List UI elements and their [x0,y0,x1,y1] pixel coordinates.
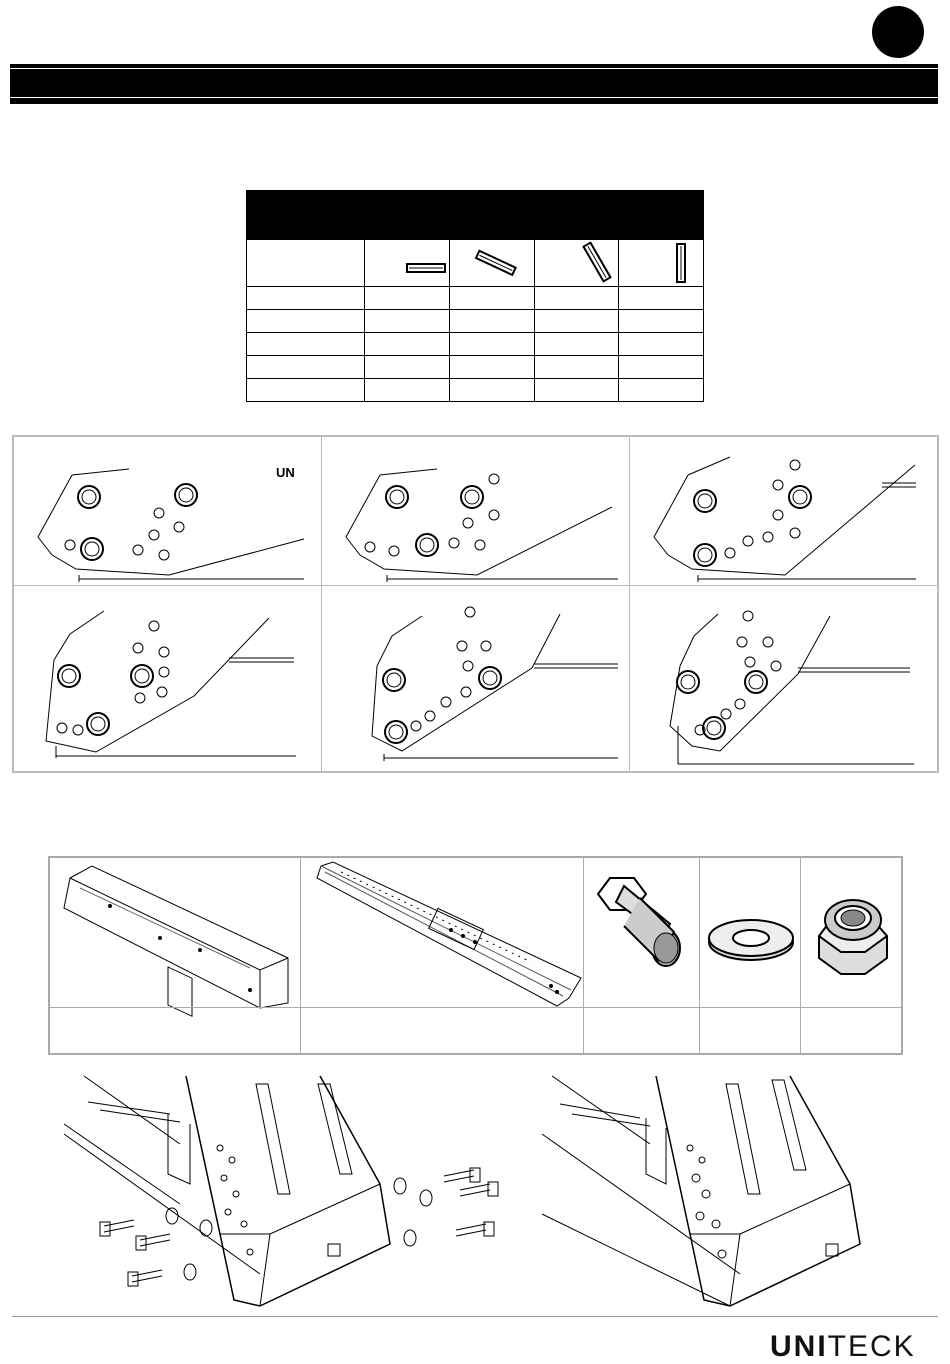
part-label-cell [300,1007,584,1054]
part-label-cell [800,1007,902,1054]
angle-table-header [247,191,704,240]
nut-icon [801,858,903,1009]
part-label-cell [699,1007,801,1054]
bracket-position-3 [629,436,938,586]
angle-table-row [247,310,704,333]
angle-0-icon [365,240,450,287]
bracket-position-6 [629,585,938,772]
part-beam [49,857,301,1008]
small-logo: UN [276,465,295,480]
angle-table-row [247,287,704,310]
angle-90-icon [619,240,704,287]
angle-table-corner [247,240,365,287]
bracket-position-1 [13,436,322,586]
bracket-position-2 [321,436,630,586]
parts-list [48,856,903,1055]
section-header-bar [10,64,938,104]
step-number-badge [872,6,924,58]
angle-table [246,190,704,402]
bracket-positions-grid [12,435,939,773]
part-nut [800,857,902,1008]
assembly-exploded-view [60,1074,510,1310]
angle-15-icon [450,240,535,287]
logo-strong: UNI [770,1330,828,1363]
part-rail [300,857,584,1008]
angle-table-row [247,356,704,379]
bracket-position-4 [13,585,322,772]
assembly-completed-view [540,1074,940,1310]
part-label-cell [49,1007,301,1054]
bracket-position-5 [321,585,630,772]
bolt-icon [584,858,701,1009]
washer-icon [700,858,802,1009]
part-label-cell [583,1007,700,1054]
rail-icon [301,858,585,1009]
angle-45-icon [534,240,619,287]
footer-divider [12,1316,938,1317]
uniteck-logo [770,1330,916,1364]
angle-table-row [247,379,704,402]
beam-icon [50,858,302,1009]
part-bolt [583,857,700,1008]
angle-table-row [247,333,704,356]
logo-light: TECK [827,1330,916,1363]
part-washer [699,857,801,1008]
